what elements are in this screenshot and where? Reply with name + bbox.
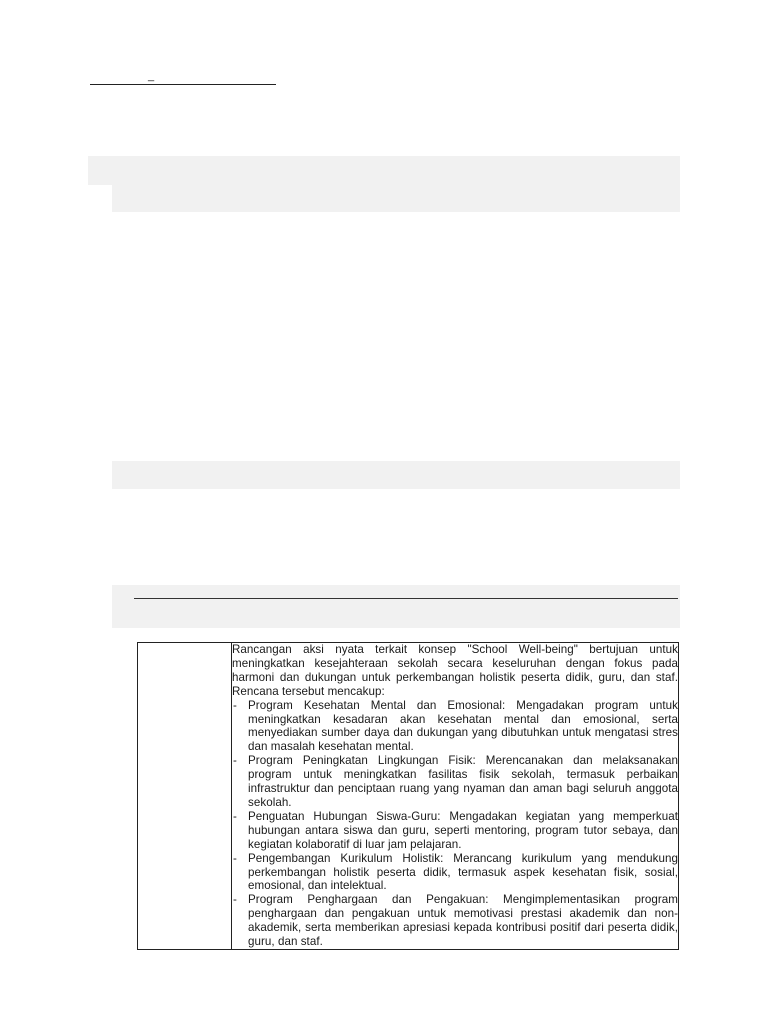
table-row [138,643,679,950]
table-label-cell [138,643,232,950]
form-field-band [112,585,680,628]
list-item: - Penguatan Hubungan Siswa-Guru: Mengadakan kegiatan yang memperkuat hubungan antara siswa dan guru, seperti mentoring, program tutor sebaya, dan kegiatan kolaboratif di luar jam pelajaran. [232,810,678,852]
action-plan-table [137,642,679,950]
action-list [232,699,678,949]
form-field-band [112,184,680,212]
intro-paragraph: Rancangan aksi nyata terkait konsep "School Well-being" bertujuan untuk meningkatkan kesejahteraan sekolah secara keseluruhan dengan fokus pada harmoni dan dukungan untuk perkembangan holistik peserta didik, guru, dan staf. Rencana tersebut mencakup: [232,643,678,698]
table-content-cell [232,643,679,950]
list-item: - Program Kesehatan Mental dan Emosional: Mengadakan program untuk meningkatkan kesadaran akan kesehatan mental dan emosional, serta menyediakan sumber daya dan dukungan yang dibutuhkan untuk mengatasi stres dan masalah kesehatan mental. [232,699,678,755]
list-item: - Program Peningkatan Lingkungan Fisik: Merencanakan dan melaksanakan program untuk meningkatkan fasilitas fisik sekolah, termasuk perbaikan infrastruktur dan penciptaan ruang yang nyaman dan aman bagi seluruh anggota sekolah. [232,754,678,810]
form-field-band [88,156,680,185]
header-underline [90,84,276,85]
list-item: - Program Penghargaan dan Pengakuan: Mengimplementasikan program penghargaan dan pengakuan untuk memotivasi prestasi akademik dan non-akademik, serta memberikan apresiasi kepada kontribusi positif dari peserta didik, guru, dan staf. [232,893,678,949]
section-divider [134,598,678,599]
header-mark: _ [148,70,155,82]
form-field-band [112,461,680,489]
list-item: - Pengembangan Kurikulum Holistik: Merancang kurikulum yang mendukung perkembangan holistik peserta didik, termasuk aspek kesehatan fisik, sosial, emosional, dan intelektual. [232,852,678,894]
